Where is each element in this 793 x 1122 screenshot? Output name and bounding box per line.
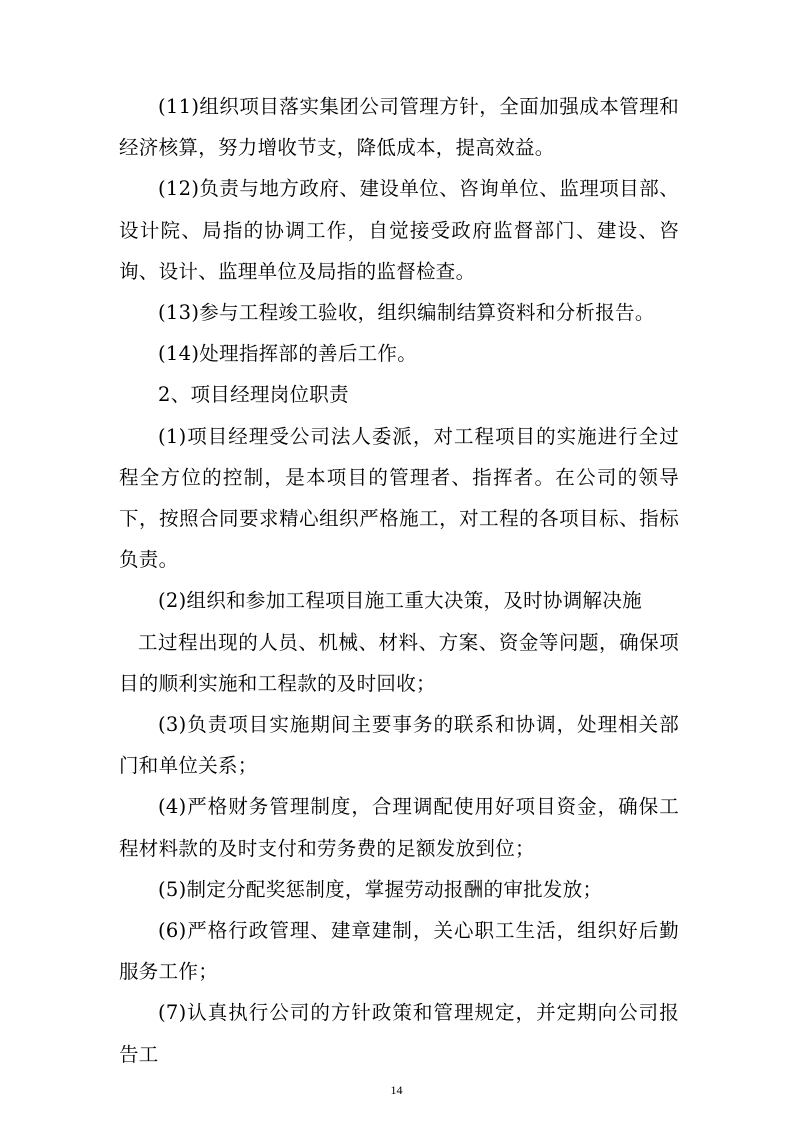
- paragraph-item-3: (3)负责项目实施期间主要事务的联系和协调，处理相关部门和单位关系；: [119, 713, 679, 778]
- paragraph-item-7: (7)认真执行公司的方针政策和管理规定，并定期向公司报告工: [119, 1001, 679, 1066]
- paragraph-item-12: (12)负责与地方政府、建设单位、咨询单位、监理项目部、设计院、局指的协调工作，自觉接受政府监督部门、建设、咨询、设计、监理单位及局指的监督检查。: [119, 177, 679, 283]
- paragraph-item-11: (11)组织项目落实集团公司管理方针，全面加强成本管理和经济核算，努力增收节支，降低成本，提高效益。: [119, 95, 679, 160]
- paragraph-item-2-continued: 工过程出现的人员、机械、材料、方案、资金等问题，确保项目的顺利实施和工程款的及时回收；: [119, 630, 679, 695]
- document-body: [119, 86, 679, 1075]
- paragraph-item-4: (4)严格财务管理制度，合理调配使用好项目资金，确保工程材料款的及时支付和劳务费的足额发放到位；: [119, 795, 679, 860]
- paragraph-item-5: (5)制定分配奖惩制度，掌握劳动报酬的审批发放；: [158, 877, 603, 901]
- paragraph-item-6: (6)严格行政管理、建章建制，关心职工生活，组织好后勤服务工作；: [119, 919, 679, 984]
- paragraph-item-13: (13)参与工程竣工验收，组织编制结算资料和分析报告。: [158, 301, 655, 325]
- page-number: 14: [390, 1083, 403, 1097]
- paragraph-item-2: (2)组织和参加工程项目施工重大决策，及时协调解决施: [158, 589, 642, 613]
- paragraph-item-1: (1)项目经理受公司法人委派，对工程项目的实施进行全过程全方位的控制，是本项目的管理者、指挥者。在公司的领导下，按照合同要求精心组织严格施工，对工程的各项目标、指标负责。: [119, 424, 679, 572]
- paragraph-item-14: (14)处理指挥部的善后工作。: [158, 342, 418, 366]
- section-heading: 2、项目经理岗位职责: [158, 383, 349, 407]
